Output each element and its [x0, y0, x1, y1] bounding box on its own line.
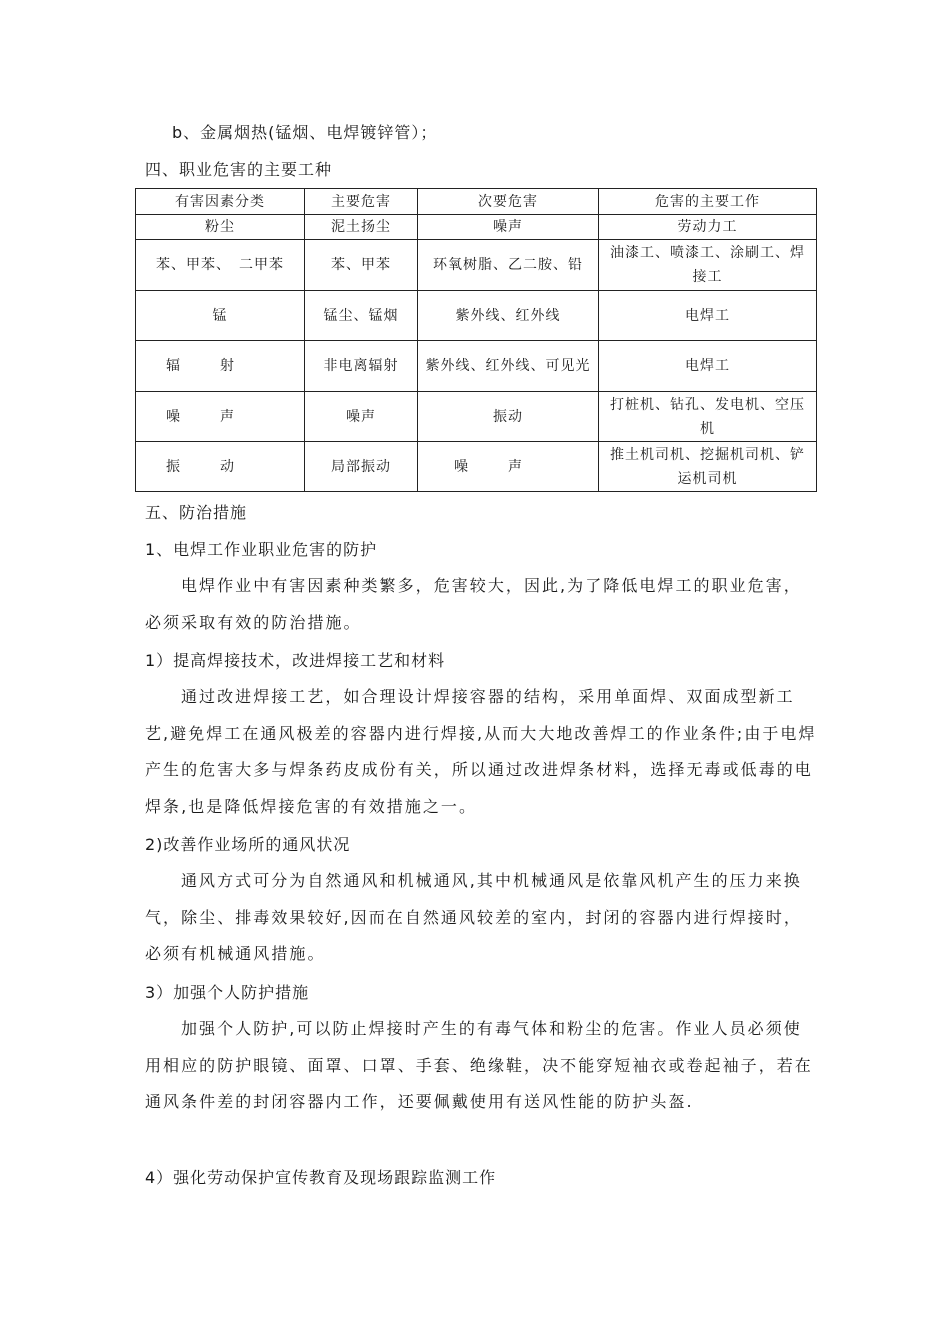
header-cell: 次要危害 [418, 189, 599, 215]
table-row [136, 291, 817, 341]
table-cell: 锰尘、锰烟 [305, 291, 418, 341]
table-cell: 苯、甲苯 [305, 240, 418, 291]
table-row [136, 442, 817, 492]
table-cell: 噪声 [136, 392, 305, 442]
hazard-table [135, 188, 817, 492]
table-cell: 紫外线、红外线 [418, 291, 599, 341]
table-row [136, 215, 817, 240]
table-cell: 噪声 [305, 392, 418, 442]
item-heading-3: 3）加强个人防护措施 [145, 983, 310, 1002]
paragraph-4 [145, 1011, 817, 1121]
table-cell: 锰 [136, 291, 305, 341]
table-cell: 环氧树脂、乙二胺、铅 [418, 240, 599, 291]
section-heading-4: 四、职业危害的主要工种 [145, 160, 333, 179]
table-cell: 噪声 [418, 215, 599, 240]
table-cell: 苯、甲苯、 二甲苯 [136, 240, 305, 291]
header-cell: 危害的主要工作 [599, 189, 817, 215]
table-cell: 噪声 [418, 442, 599, 492]
table-cell: 振动 [418, 392, 599, 442]
table-cell: 紫外线、红外线、可见光 [418, 341, 599, 392]
paragraph-2 [145, 679, 817, 825]
table-cell: 非电离辐射 [305, 341, 418, 392]
table-cell: 油漆工、喷漆工、涂刷工、焊接工 [599, 240, 817, 291]
header-cell: 有害因素分类 [136, 189, 305, 215]
item-heading-4: 4）强化劳动保护宣传教育及现场跟踪监测工作 [145, 1168, 497, 1187]
table-cell: 粉尘 [136, 215, 305, 240]
table-cell: 电焊工 [599, 291, 817, 341]
table-cell: 推土机司机、挖掘机司机、铲运机司机 [599, 442, 817, 492]
item-heading-1: 1）提高焊接技术，改进焊接工艺和材料 [145, 651, 446, 670]
header-cell: 主要危害 [305, 189, 418, 215]
table-cell: 辐射 [136, 341, 305, 392]
table-cell: 电焊工 [599, 341, 817, 392]
table-cell: 泥土扬尘 [305, 215, 418, 240]
table-row [136, 240, 817, 291]
table-cell: 振动 [136, 442, 305, 492]
paragraph-text: 加强个人防护,可以防止焊接时产生的有毒气体和粉尘的危害。作业人员必须使用相应的防护眼镜、面罩、口罩、手套、绝缘鞋，决不能穿短袖衣或卷起袖子，若在通风条件差的封闭容器内工作，还要佩戴使用有送风性能的防护头盔. [145, 1019, 813, 1111]
paragraph-3 [145, 863, 817, 973]
subsection-heading-1: 1、电焊工作业职业危害的防护 [145, 540, 378, 559]
paragraph-text: 电焊作业中有害因素种类繁多，危害较大，因此,为了降低电焊工的职业危害，必须采取有效的防治措施。 [145, 576, 802, 632]
paragraph-text: 通风方式可分为自然通风和机械通风,其中机械通风是依靠风机产生的压力来换气，除尘、排毒效果较好,因而在自然通风较差的室内，封闭的容器内进行焊接时，必须有机械通风措施。 [145, 871, 802, 963]
table-header-row [136, 189, 817, 215]
table-cell: 打桩机、钻孔、发电机、空压机 [599, 392, 817, 442]
list-item-b: b、金属烟热(锰烟、电焊镀锌管）； [172, 123, 438, 142]
paragraph-1 [145, 568, 817, 641]
table-row [136, 341, 817, 392]
table-row [136, 392, 817, 442]
table-cell: 劳动力工 [599, 215, 817, 240]
section-heading-5: 五、防治措施 [145, 503, 248, 522]
item-heading-2: 2)改善作业场所的通风状况 [145, 835, 351, 854]
table-cell: 局部振动 [305, 442, 418, 492]
paragraph-text: 通过改进焊接工艺，如合理设计焊接容器的结构，采用单面焊、双面成型新工艺,避免焊工在通风极差的容器内进行焊接,从而大大地改善焊工的作业条件;由于电焊产生的危害大多与焊条药皮成份有关，所以通过改进焊条材料，选择无毒或低毒的电焊条,也是降低焊接危害的有效措施之一。 [145, 687, 817, 816]
